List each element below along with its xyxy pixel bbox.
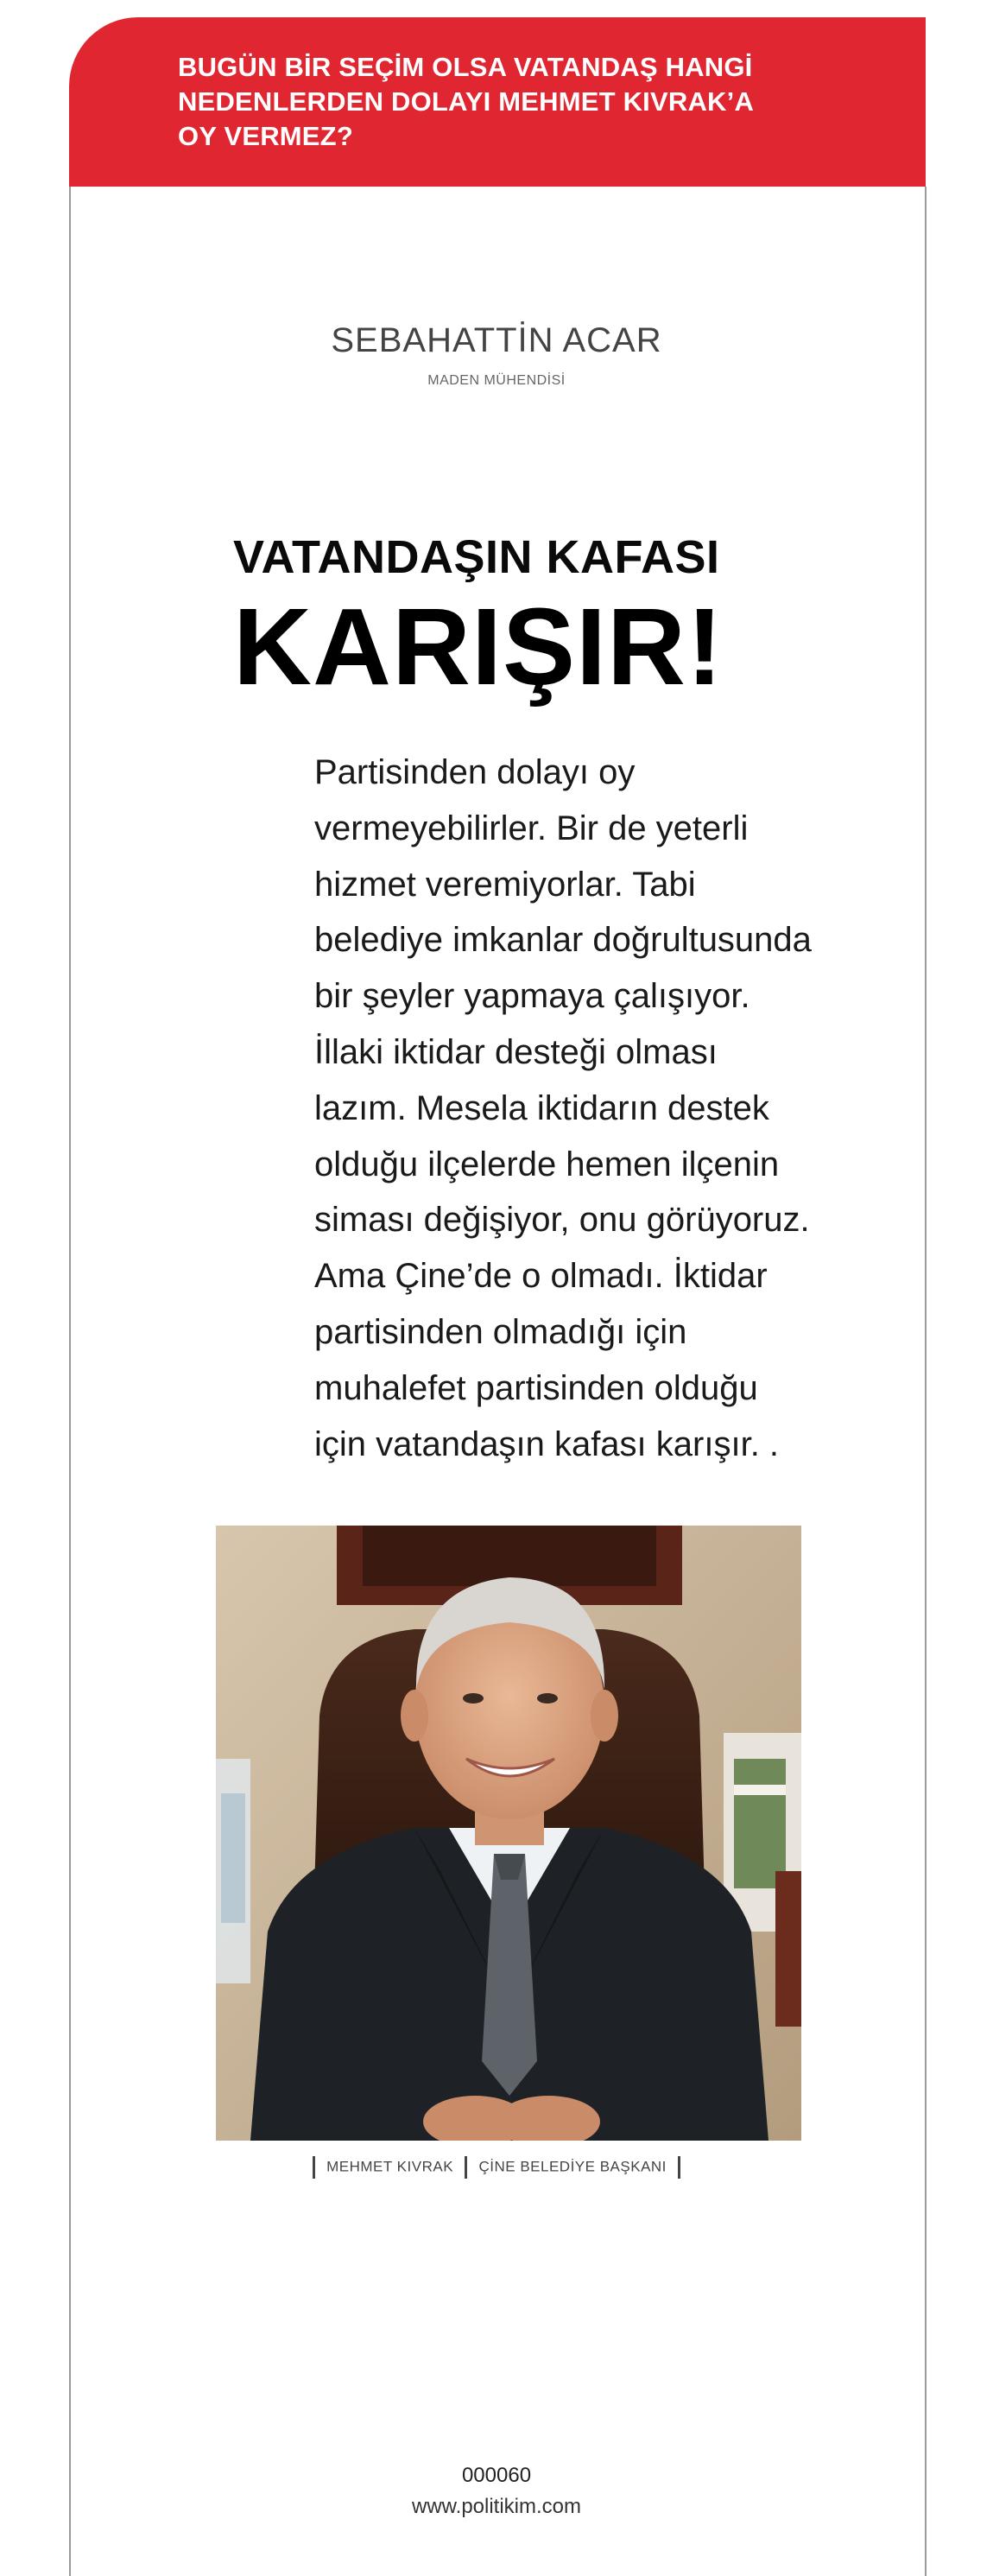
- page-number: 000060: [461, 2464, 532, 2487]
- portrait-photo: [216, 1526, 801, 2141]
- body-text: Partisinden dolayı oy vermeyebilirler. Bir de yeterli hizmet veremiyorlar. Tabi belediye imkanlar doğrultusunda bir şeyler yapmaya çalışıyor. İllaki iktidar desteği olması lazım. Mesela iktidarın destek olduğu ilçelerde hemen ilçenin siması değişiyor, onu görüyoruz. Ama Çine’de o olmadı. İktidar partisinden olmadığı için muhalefet partisinden olduğu için vatandaşın kafası karışır. .: [314, 753, 812, 1463]
- caption-divider: [465, 2156, 467, 2179]
- headline-line-2: KARIŞIR!: [233, 586, 724, 707]
- page-frame-right: [925, 187, 927, 2576]
- question-banner: [69, 17, 926, 187]
- author-role: MADEN MÜHENDİSİ: [427, 373, 566, 388]
- banner-question: BUGÜN BİR SEÇİM OLSA VATANDAŞ HANGİ NEDENLERDEN DOLAYI MEHMET KIVRAK’A OY VERMEZ?: [178, 52, 755, 151]
- caption-divider: [678, 2156, 680, 2179]
- site-url: www.politikim.com: [411, 2495, 582, 2518]
- caption-divider: [313, 2156, 315, 2179]
- page-frame-left: [69, 187, 71, 2576]
- photo-caption: [0, 2156, 993, 2179]
- portrait-illustration: [216, 1526, 801, 2141]
- caption-name: MEHMET KIVRAK: [326, 2158, 454, 2175]
- caption-title: ÇİNE BELEDİYE BAŞKANI: [478, 2158, 667, 2175]
- headline-line-1: VATANDAŞIN KAFASI: [233, 531, 720, 583]
- author-name: SEBAHATTİN ACAR: [331, 321, 662, 359]
